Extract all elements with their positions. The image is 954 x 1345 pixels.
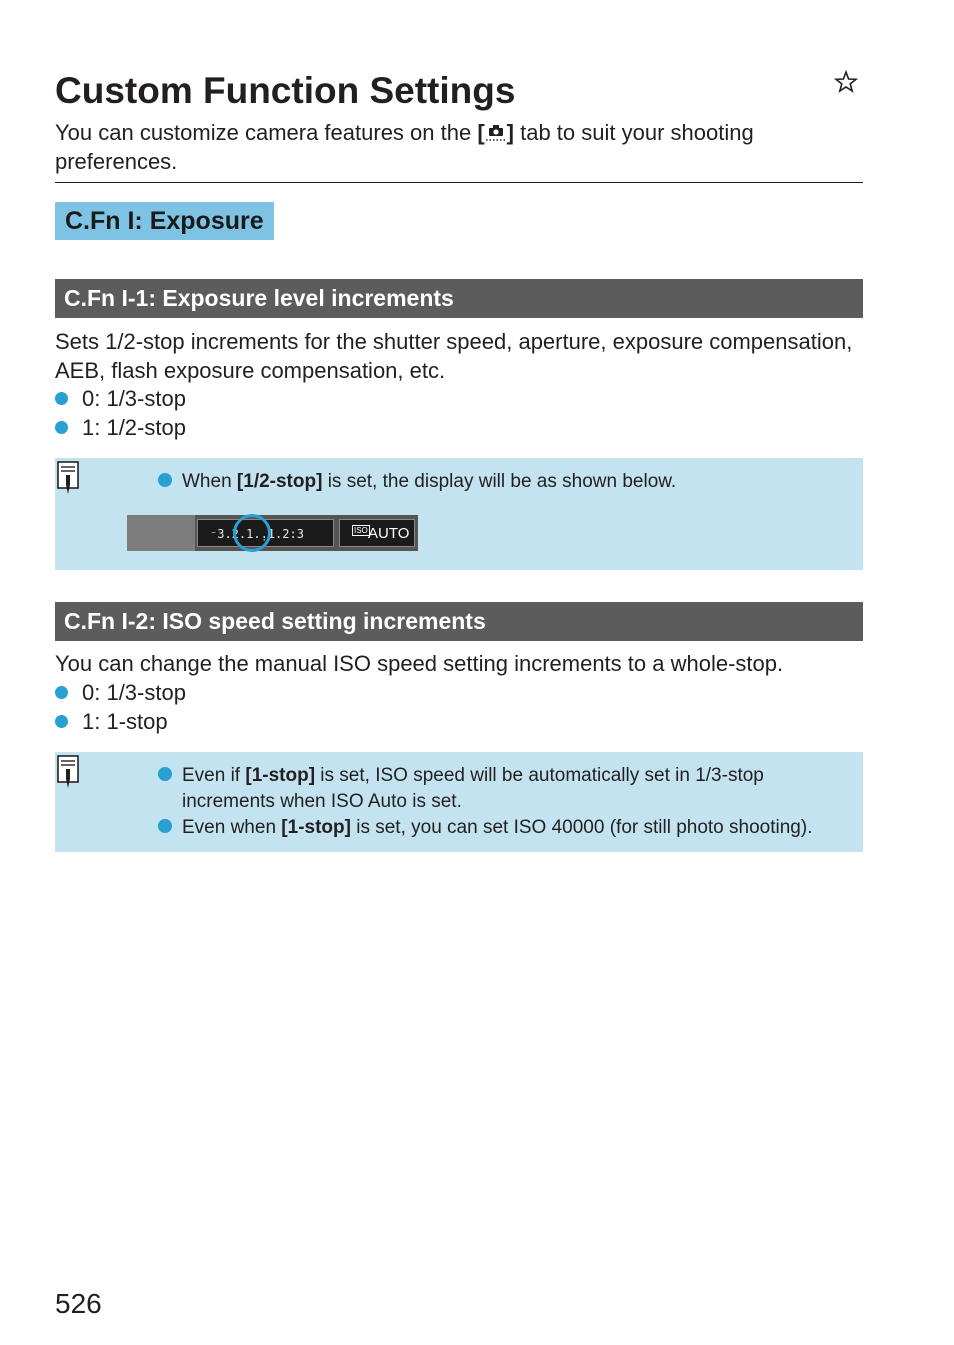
- star-icon: [834, 70, 858, 94]
- fn1-heading: C.Fn I-1: Exposure level increments: [55, 279, 863, 318]
- page-title: Custom Function Settings: [55, 70, 516, 111]
- fn1-description: Sets 1/2-stop increments for the shutter speed, aperture, exposure compensation, AEB, flash exposure compensation, etc.: [55, 329, 853, 383]
- fn1-option: 0: 1/3-stop: [55, 385, 186, 413]
- note-bullet: Even if [1-stop] is set, ISO speed will be automatically set in 1/3-stop: [158, 763, 764, 789]
- bullet-dot: [158, 473, 172, 487]
- fn1-option: 1: 1/2-stop: [55, 414, 186, 442]
- fn2-option: 0: 1/3-stop: [55, 679, 186, 707]
- bullet-dot: [55, 392, 68, 405]
- exposure-level-scale: ⁻3.2.1.̣.1.2:3: [197, 519, 334, 547]
- note-bullet: When [1/2-stop] is set, the display will be as shown below.: [158, 469, 676, 495]
- fn2-description: You can change the manual ISO speed setting increments to a whole-stop.: [55, 651, 784, 676]
- fn2-note: [55, 752, 863, 852]
- note-icon: [57, 755, 79, 789]
- title-rule: [55, 182, 863, 183]
- note-bullet-continuation: increments when ISO Auto is set.: [182, 791, 462, 812]
- fn1-note: [55, 458, 863, 570]
- lcd-display-image: [127, 515, 418, 551]
- note-icon: [57, 461, 79, 495]
- page-number: 526: [55, 1288, 102, 1319]
- fn2-heading: C.Fn I-2: ISO speed setting increments: [55, 602, 863, 641]
- bullet-dot: [55, 686, 68, 699]
- bullet-dot: [55, 421, 68, 434]
- iso-auto-box: ISO AUTO: [339, 519, 415, 547]
- section-chip: C.Fn I: Exposure: [55, 202, 274, 240]
- highlight-ring: [233, 514, 271, 552]
- fn2-option: 1: 1-stop: [55, 708, 168, 736]
- intro-text: You can customize camera features on the [ ] tab to suit your shooting preferences.: [55, 120, 754, 174]
- bullet-dot: [158, 767, 172, 781]
- camera-settings-icon: [485, 122, 507, 142]
- bullet-dot: [55, 715, 68, 728]
- bullet-dot: [158, 819, 172, 833]
- note-bullet: Even when [1-stop] is set, you can set ISO 40000 (for still photo shooting).: [158, 815, 812, 841]
